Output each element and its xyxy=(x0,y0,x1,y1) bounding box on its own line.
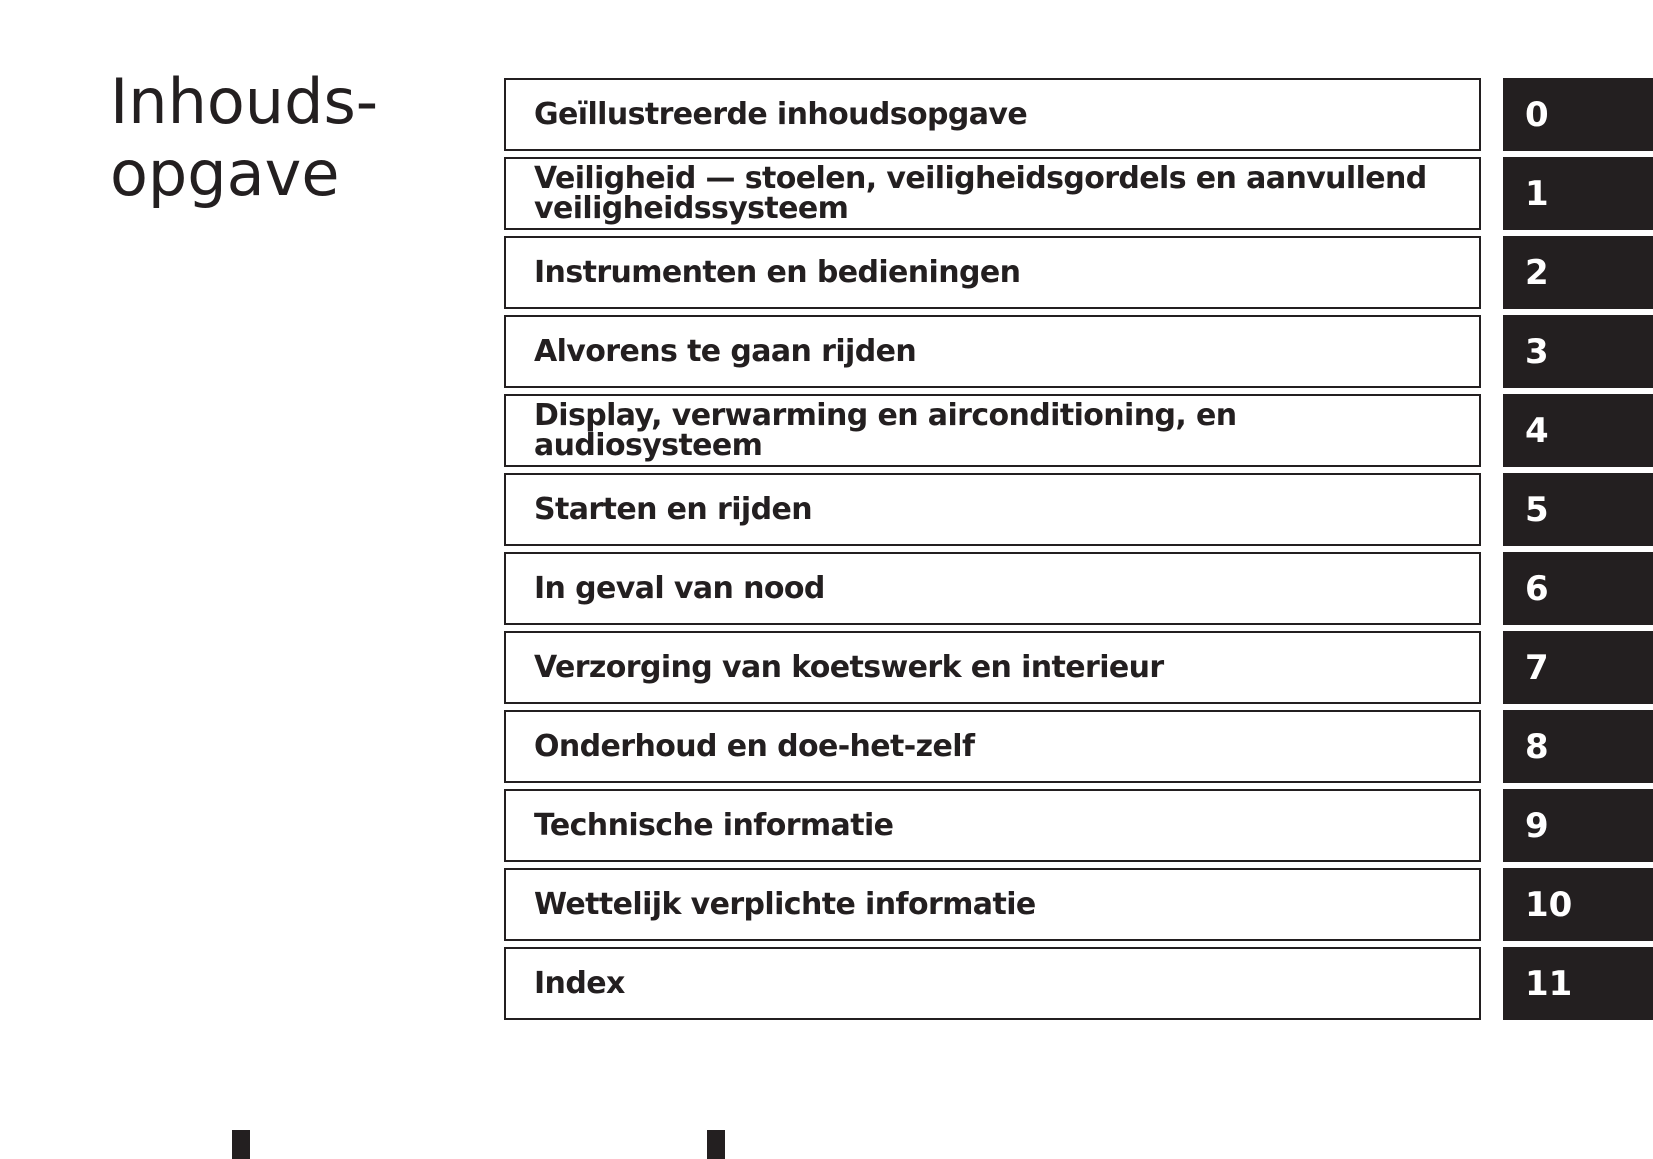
toc-item-label: Geïllustreerde inhoudsopgave xyxy=(534,97,1028,132)
chapter-tab-5[interactable]: 5 xyxy=(1503,473,1653,546)
toc-item-label: Instrumenten en bedieningen xyxy=(534,255,1021,290)
toc-item-box xyxy=(504,394,1481,467)
toc-item-box xyxy=(504,315,1481,388)
toc-item-box xyxy=(504,552,1481,625)
toc-item-label: Wettelijk verplichte informatie xyxy=(534,887,1036,922)
toc-item-box xyxy=(504,78,1481,151)
toc-item-label: Technische informatie xyxy=(534,808,894,843)
table-of-contents xyxy=(504,78,1653,1026)
toc-item-maintenance[interactable] xyxy=(504,710,1653,783)
toc-item-emergency[interactable] xyxy=(504,552,1653,625)
toc-item-safety[interactable] xyxy=(504,157,1653,230)
toc-item-label: Starten en rijden xyxy=(534,492,812,527)
toc-item-index[interactable] xyxy=(504,947,1653,1020)
page-title xyxy=(110,66,378,210)
toc-item-box xyxy=(504,157,1481,230)
chapter-tab-1[interactable]: 1 xyxy=(1503,157,1653,230)
toc-item-label: Index xyxy=(534,966,625,1001)
chapter-tab-4[interactable]: 4 xyxy=(1503,394,1653,467)
toc-item-box xyxy=(504,631,1481,704)
toc-item-box xyxy=(504,947,1481,1020)
toc-item-label: Verzorging van koetswerk en interieur xyxy=(534,650,1164,685)
toc-item-box xyxy=(504,868,1481,941)
cropped-glyph xyxy=(707,1130,725,1159)
chapter-tab-0[interactable]: 0 xyxy=(1503,78,1653,151)
toc-item-label: Display, verwarming en airconditioning, en audiosysteem xyxy=(534,397,1237,463)
toc-item-legal-info[interactable] xyxy=(504,868,1653,941)
page-title-line-2: opgave xyxy=(110,137,340,210)
cropped-text-fragment xyxy=(0,1120,1653,1149)
toc-item-display-audio[interactable] xyxy=(504,394,1653,467)
toc-item-label: Veiligheid — stoelen, veiligheidsgordels en aanvullend veiligheidssysteem xyxy=(534,160,1427,226)
chapter-tab-2[interactable]: 2 xyxy=(1503,236,1653,309)
toc-item-starting-driving[interactable] xyxy=(504,473,1653,546)
chapter-tab-7[interactable]: 7 xyxy=(1503,631,1653,704)
chapter-tab-6[interactable]: 6 xyxy=(1503,552,1653,625)
toc-item-illustrated-contents[interactable] xyxy=(504,78,1653,151)
chapter-tab-11[interactable]: 11 xyxy=(1503,947,1653,1020)
toc-item-box xyxy=(504,236,1481,309)
toc-item-box xyxy=(504,710,1481,783)
toc-item-box xyxy=(504,789,1481,862)
chapter-tab-9[interactable]: 9 xyxy=(1503,789,1653,862)
toc-item-before-driving[interactable] xyxy=(504,315,1653,388)
toc-item-label: In geval van nood xyxy=(534,571,825,606)
toc-item-label: Onderhoud en doe-het-zelf xyxy=(534,729,975,764)
toc-item-label: Alvorens te gaan rijden xyxy=(534,334,917,369)
toc-item-box xyxy=(504,473,1481,546)
page-title-line-1: Inhouds- xyxy=(110,65,379,138)
toc-item-body-care[interactable] xyxy=(504,631,1653,704)
chapter-tab-3[interactable]: 3 xyxy=(1503,315,1653,388)
toc-item-instruments[interactable] xyxy=(504,236,1653,309)
chapter-tab-8[interactable]: 8 xyxy=(1503,710,1653,783)
cropped-glyph xyxy=(232,1130,250,1159)
toc-item-technical-info[interactable] xyxy=(504,789,1653,862)
chapter-tab-10[interactable]: 10 xyxy=(1503,868,1653,941)
